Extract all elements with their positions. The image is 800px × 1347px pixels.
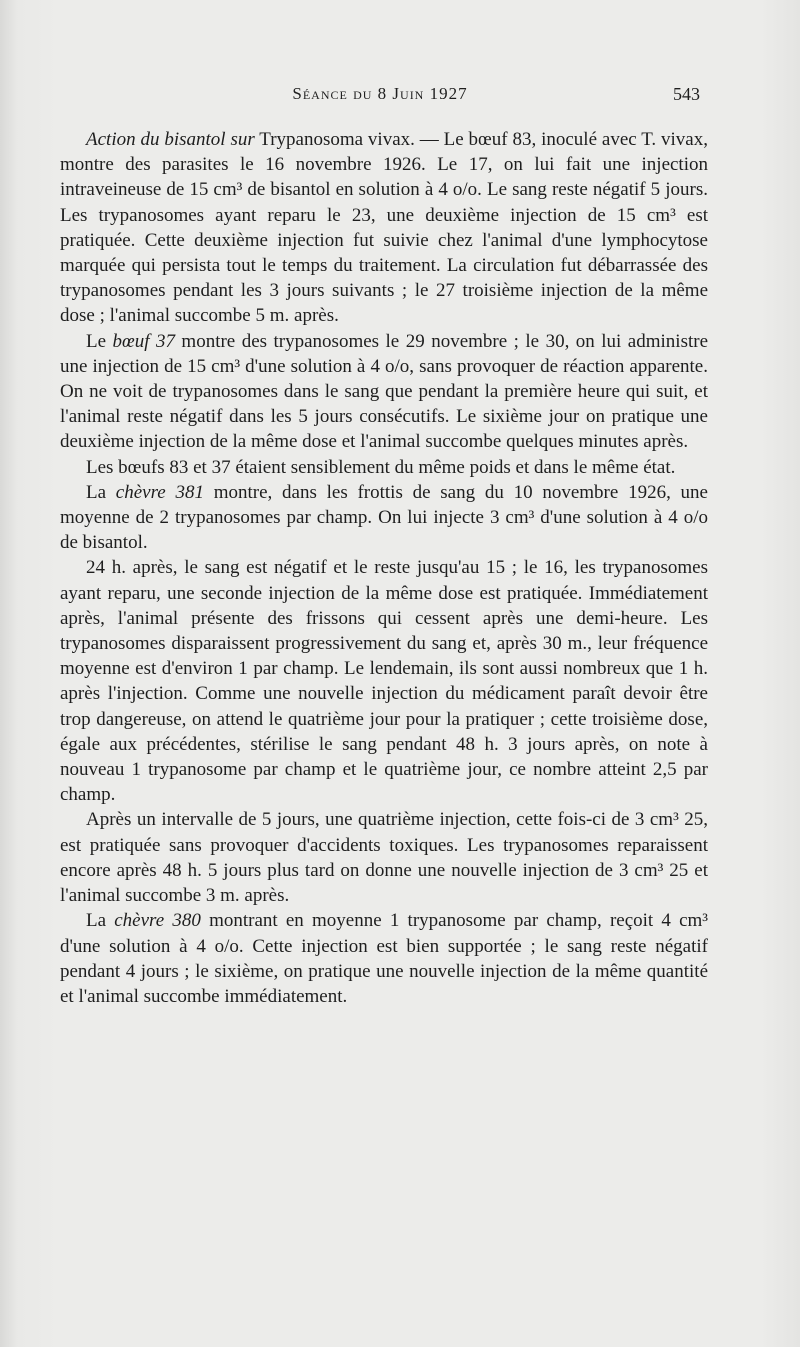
paragraph-text: Après un intervalle de 5 jours, une quatrième injection, cette fois-ci de 3 cm³ 25, est pratiquée sans provoquer d'accidents toxiques. Les trypanosomes reparaissent encore après 48 h. 5 jours plus tard on donne une nouvelle injection de 3 cm³ 25 et l'animal succombe 3 m. après.	[60, 809, 708, 907]
running-title: Séance du 8 Juin 1927	[292, 84, 468, 103]
paragraph-goat-381-followup	[60, 555, 708, 807]
paragraph-pre: Le	[86, 330, 113, 352]
page-number: 543	[673, 84, 700, 104]
paragraph-pre: La	[86, 910, 115, 932]
paragraph-text: Les bœufs 83 et 37 étaient sensiblement du même poids et dans le même état.	[86, 456, 676, 478]
subject-label: chèvre 380	[114, 910, 201, 932]
paragraph-goat-380	[60, 908, 708, 1009]
paragraph-text: Trypanosoma vivax. — Le bœuf 83, inoculé avec T. vivax, montre des parasites le 16 novembre 1926. Le 17, on lui fait une injection intraveineuse de 15 cm³ de bisantol en solution à 4 o/o. Le sang reste négatif 5 jours. Les trypanosomes ayant reparu le 23, une deuxième injection de 15 cm³ est pratiquée. Cette deuxième injection fut suivie chez l'animal d'une lymphocytose marquée qui persista tout le temps du traitement. La circulation fut débarrassée des trypanosomes pendant les 3 jours suivants ; le 27 troisième injection de la même dose ; l'animal succombe 5 m. après.	[60, 129, 708, 327]
paragraph-text: montrant en moyenne 1 trypanosome par champ, reçoit 4 cm³ d'une solution à 4 o/o. Cette injection est bien supportée ; le sang reste négatif pendant 4 jours ; le sixième, on pratique une nouvelle injection de la même quantité et l'animal succombe immédiatement.	[60, 910, 709, 1007]
paragraph-pre: La	[86, 481, 116, 503]
body-text	[60, 127, 708, 1009]
paragraph-comparison	[60, 455, 708, 480]
paragraph-bisantol-ox-83	[60, 127, 708, 329]
paragraph-text: 24 h. après, le sang est négatif et le reste jusqu'au 15 ; le 16, les trypanosomes ayant reparu, une seconde injection de la même dose est pratiquée. Immédiatement après, l'animal présente des frissons qui cessent après une demi-heure. Les trypanosomes disparaissent progressivement du sang et, après 30 m., leur fréquence moyenne est d'environ 1 par champ. Le lendemain, ils sont aussi nombreux que 1 h. après l'injection. Comme une nouvelle injection du médicament paraît devoir être trop dangereuse, on attend le quatrième jour pour la pratiquer ; cette troisième dose, égale aux précédentes, stérilise le sang pendant 48 h. 3 jours après, on note à nouveau 1 trypanosome par champ et le quatrième jour, ce nombre atteint 2,5 par champ.	[60, 557, 708, 806]
paragraph-ox-37	[60, 329, 708, 455]
section-lead: Action du bisantol sur	[86, 129, 255, 150]
paragraph-text: montre, dans les frottis de sang du 10 novembre 1926, une moyenne de 2 trypanosomes par champ. On lui injecte 3 cm³ d'une solution à 4 o/o de bisantol.	[60, 481, 708, 554]
page-header	[60, 84, 700, 114]
paragraph-text: montre des trypanosomes le 29 novembre ; le 30, on lui administre une injection de 15 cm³ d'une solution à 4 o/o, sans provoquer de réaction apparente. On ne voit de trypanosomes dans le sang que pendant la première heure qui suit, et l'animal reste négatif dans les 5 jours consécutifs. Le sixième jour on pratique une deuxième injection de la même dose et l'animal succombe quelques minutes après.	[60, 330, 709, 453]
subject-label: chèvre 381	[115, 481, 204, 503]
paragraph-goat-381	[60, 480, 708, 556]
subject-label: bœuf 37	[112, 330, 175, 352]
paragraph-fourth-injection	[60, 807, 708, 908]
